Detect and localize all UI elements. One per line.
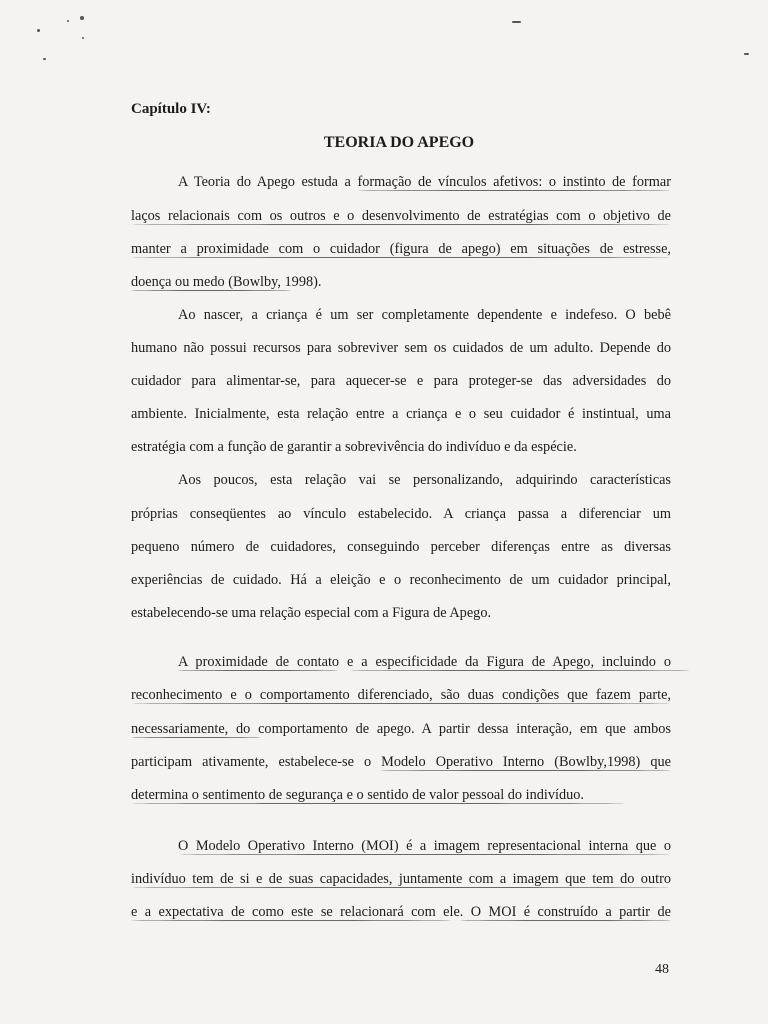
text-line: A proximidade de contato e a especificidade da Figura de Apego, incluindo o [178,654,671,670]
text-line: próprias conseqüentes ao vínculo estabelecido. A criança passa a diferenciar um [131,506,671,522]
pen-underline [131,803,626,804]
text-line: ambiente. Inicialmente, esta relação entre a criança e o seu cuidador é instintual, uma [131,406,671,422]
pen-underline [460,920,671,921]
page-number: 48 [655,962,669,977]
text-line: manter a proximidade com o cuidador (figura de apego) em situações de estresse, [131,241,671,257]
pen-underline [131,224,671,225]
text-line: reconhecimento e o comportamento diferenciado, são duas condições que fazem parte, [131,687,671,703]
text-line: estabelecendo-se uma relação especial com a Figura de Apego. [131,605,492,621]
scan-speck [80,16,84,20]
scan-speck [37,29,40,32]
text-line: pequeno número de cuidadores, conseguindo perceber diferenças entre as diversas [131,539,671,555]
pen-underline [131,703,671,704]
text-line: indivíduo tem de si e de suas capacidades, juntamente com a imagem que tem do outro [131,871,671,887]
text-line: determina o sentimento de segurança e o sentido de valor pessoal do indivíduo. [131,787,585,803]
scan-speck [82,37,84,39]
text-line: estratégia com a função de garantir a sobrevivência do indivíduo e da espécie. [131,439,577,455]
scan-speck [67,20,69,22]
scan-speck [43,58,46,60]
scan-speck [744,53,749,55]
text-line: participam ativamente, estabelece-se o Modelo Operativo Interno (Bowlby,1998) que [131,754,671,770]
pen-underline [350,670,690,671]
pen-underline [178,854,671,855]
text-line: cuidador para alimentar-se, para aquecer-se e para proteger-se das adversidades do [131,373,671,389]
pen-underline [131,737,261,738]
text-line: necessariamente, do comportamento de apego. A partir dessa interação, em que ambos [131,721,671,737]
text-line: O Modelo Operativo Interno (MOI) é a imagem representacional interna que o [178,838,671,854]
text-line: doença ou medo (Bowlby, 1998). [131,274,322,290]
text-line: experiências de cuidado. Há a eleição e o reconhecimento de um cuidador principal, [131,572,671,588]
text-line: e a expectativa de como este se relacionará com ele. O MOI é construído a partir de [131,904,671,920]
text-line: Aos poucos, esta relação vai se personalizando, adquirindo características [178,472,671,488]
text-line: Ao nascer, a criança é um ser completamente dependente e indefeso. O bebê [178,307,671,323]
text-line: humano não possui recursos para sobreviver sem os cuidados de um adulto. Depende do [131,340,671,356]
pen-underline [131,920,451,921]
pen-underline [131,257,671,258]
pen-underline [131,290,291,291]
chapter-label: Capítulo IV: [131,101,211,117]
chapter-title: TEORIA DO APEGO [323,134,475,151]
scan-speck [512,21,521,23]
text-line: A Teoria do Apego estuda a formação de vínculos afetivos: o instinto de formar [178,174,671,190]
pen-underline [131,887,671,888]
text-line: laços relacionais com os outros e o desenvolvimento de estratégias com o objetivo de [131,208,671,224]
pen-underline [178,670,338,671]
pen-underline [358,190,670,191]
